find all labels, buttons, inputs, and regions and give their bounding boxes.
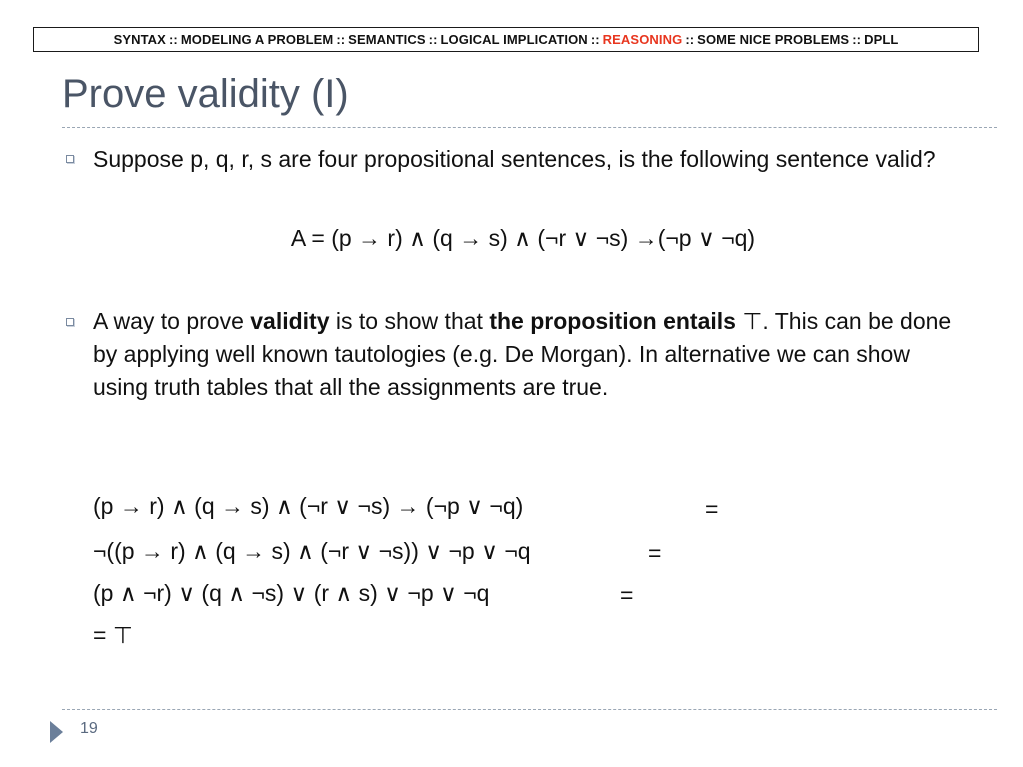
- formula-a: A = (p → r) ∧ (q → s) ∧ (¬r ∨ ¬s) →(¬p ∨ ¬q): [290, 225, 756, 251]
- equals-sign: =: [705, 496, 719, 522]
- nav-separator: ::: [852, 32, 862, 47]
- nav-item-modeling[interactable]: MODELING A PROBLEM: [180, 32, 334, 47]
- nav-item-semantics[interactable]: SEMANTICS: [348, 32, 426, 47]
- text-run: A way to prove: [93, 308, 251, 334]
- bullet-text-question: Suppose p, q, r, s are four propositional sentences, is the following sentence valid?: [93, 146, 936, 172]
- derivation-line-2: ¬((p → r) ∧ (q → s) ∧ (¬r ∨ ¬s)) ∨ ¬p ∨ ¬q: [93, 538, 531, 564]
- derivation-line-4: = ⊤: [93, 622, 133, 648]
- footer-divider: [62, 709, 997, 710]
- bullet-square-icon: [66, 155, 74, 163]
- nav-item-logical-implication[interactable]: LOGICAL IMPLICATION: [440, 32, 588, 47]
- text-run: . This can be done by applying well known tautologies (e.g. De Morgan). In alternative we can show using truth tables that all the assignments are true.: [93, 308, 952, 400]
- nav-separator: ::: [168, 32, 178, 47]
- nav-item-reasoning[interactable]: REASONING: [602, 32, 683, 47]
- nav-separator: ::: [685, 32, 695, 47]
- nav-separator: ::: [428, 32, 438, 47]
- equals-sign: =: [620, 582, 634, 608]
- page-number: 19: [80, 720, 98, 737]
- equals-sign: =: [648, 540, 662, 566]
- section-navigation-bar: [33, 27, 979, 52]
- text-run: is to show that: [329, 308, 490, 334]
- top-symbol: ⊤: [735, 308, 763, 334]
- nav-separator: ::: [590, 32, 600, 47]
- bold-entails: the proposition entails: [489, 308, 736, 334]
- slide-title: Prove validity (I): [62, 72, 349, 116]
- bullet-text-validity: [93, 305, 953, 404]
- nav-item-syntax[interactable]: SYNTAX: [113, 32, 166, 47]
- play-arrow-icon: [50, 721, 63, 743]
- nav-item-nice-problems[interactable]: SOME NICE PROBLEMS: [697, 32, 850, 47]
- derivation-line-1: (p → r) ∧ (q → s) ∧ (¬r ∨ ¬s) → (¬p ∨ ¬q): [93, 493, 524, 519]
- nav-item-dpll[interactable]: DPLL: [864, 32, 899, 47]
- derivation-line-3: (p ∧ ¬r) ∨ (q ∧ ¬s) ∨ (r ∧ s) ∨ ¬p ∨ ¬q: [93, 580, 490, 606]
- bullet-square-icon: [66, 318, 74, 326]
- title-divider: [62, 127, 997, 128]
- nav-separator: ::: [336, 32, 346, 47]
- bold-validity: validity: [250, 308, 330, 334]
